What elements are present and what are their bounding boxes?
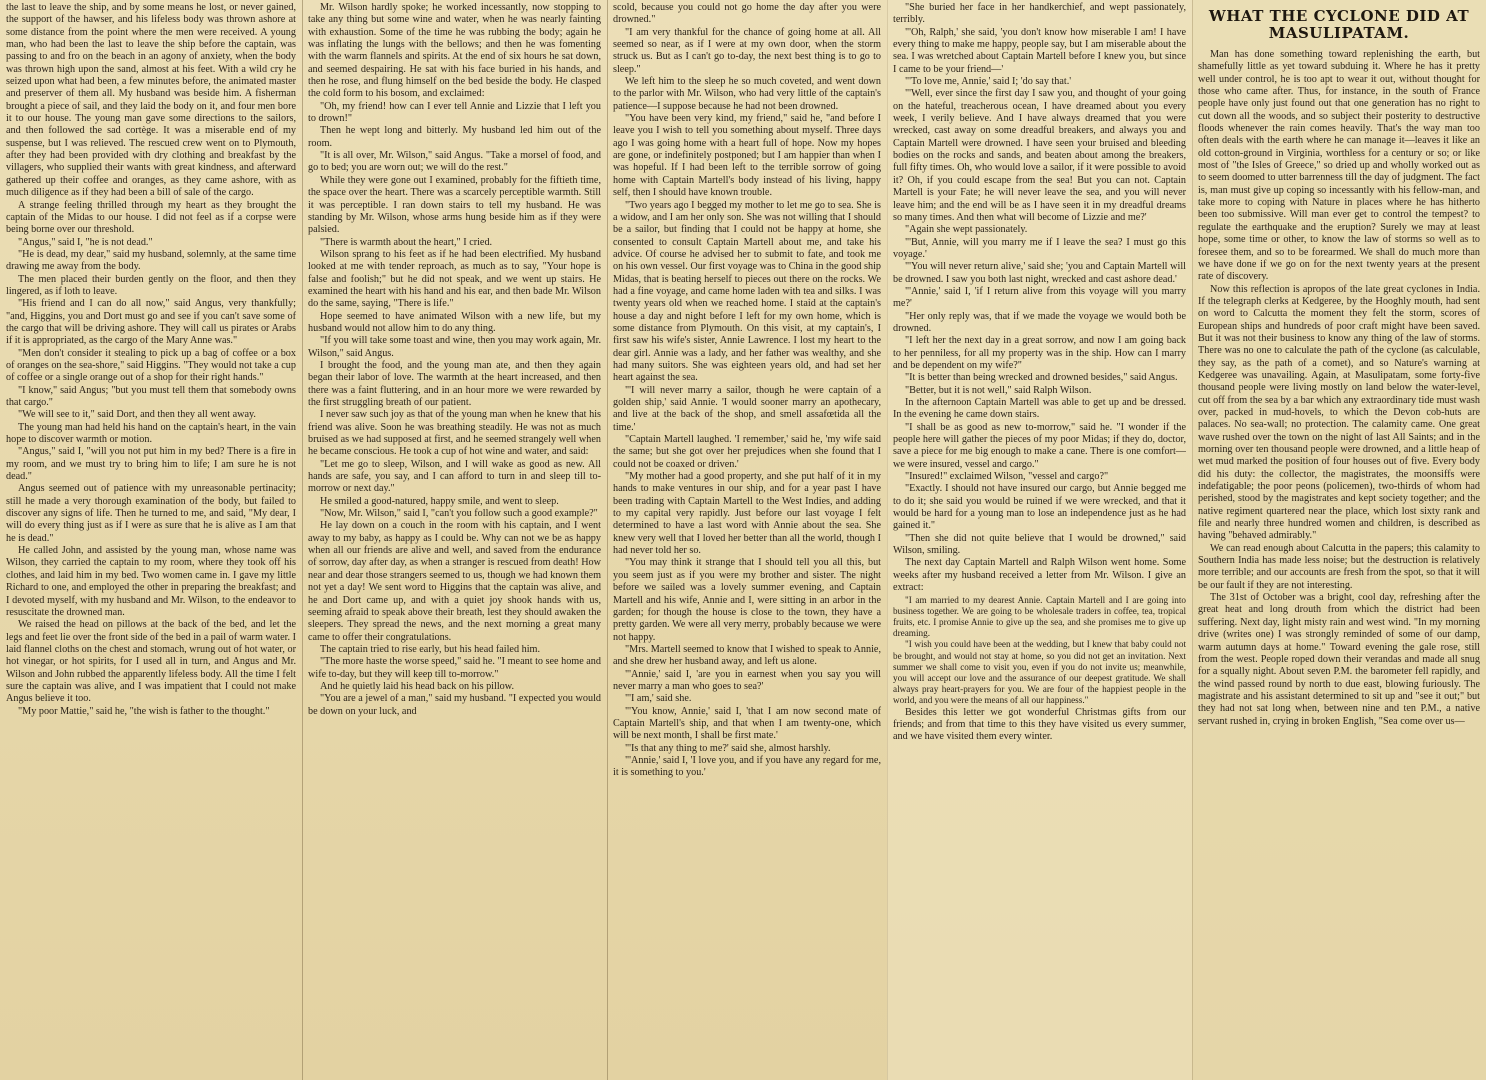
paragraph: "Oh, my friend! how can I ever tell Annie and Lizzie that I left you to drown!" (308, 100, 601, 125)
paragraph: "'You know, Annie,' said I, 'that I am now second mate of Captain Martell's ship, and that when I am twenty-one, which will be next month, I shall be first mate.' (613, 705, 881, 742)
paragraph: "Again she wept passionately. (905, 224, 1028, 236)
column-3 (607, 0, 887, 1080)
letter-paragraph: "I am married to my dearest Annie. Captain Martell and I are going into business together. We are going to be wholesale traders in coffee, tea, tropical fruits, etc. I promise Annie to give up the sea, and she promises me to give up dreaming. (893, 594, 1186, 639)
paragraph: The men placed their burden gently on the floor, and then they lingered, as if loth to leave. (6, 273, 296, 297)
paragraph: Wilson sprang to his feet as if he had been electrified. My husband looked at me with tender reproach, as much as to say, "Your hope is false and foolish;" but he did not speak, and we went up stairs. He examined the heart with his hand and his ear, and then bade Mr. Wilson do the same, saying, "There is life." (308, 248, 601, 310)
paragraph: "Exactly. I should not have insured our cargo, but Annie begged me to do it; she said you would be ruined if we were wrecked, and that it would be hard for a young man to lose an independence just as he had gained it." (893, 483, 1186, 532)
paragraph: "I left her the next day in a great sorrow, and now I am going back to her penniless, for all my property was in the ship. How can I marry and be dependent on my wife?" (893, 335, 1186, 371)
paragraph: "It is all over, Mr. Wilson," said Angus. "Take a morsel of food, and go to bed; you are worn out; we will do the rest." (308, 150, 601, 174)
paragraph: "You may think it strange that I should tell you all this, but you seem just as if you were my brother and sister. The night before we sailed was a lovely summer evening, and Captain Martell and his wife, Annie and I, were sitting in an arbor in the garden; for though the house is close to the town, they have a pretty garden. We were all very merry, probably because we were not happy. (613, 557, 881, 643)
paragraph: The captain tried to rise early, but his head failed him. (320, 643, 540, 655)
paragraph: We raised the head on pillows at the back of the bed, and let the legs and feet lie over the front side of the bed in a pail of warm water. I laid flannel cloths on the chest and stomach, wrung out of hot water, or hot vinegar, or hot spirits, for I used all in turn, and Angus and Mr. Wilson and John rubbed the apparently lifeless body. All the time I felt sure the captain was alive, and I was impatient that I could not make Angus believe it too. (6, 619, 296, 705)
paragraph: "'To love me, Annie,' said I; 'do say that.' (905, 76, 1072, 88)
paragraph: "He is dead, my dear," said my husband, solemnly, at the same time drawing me away from the body. (6, 248, 296, 273)
paragraph: "'Oh, Ralph,' she said, 'you don't know how miserable I am! I have every thing to make me happy, people say, but I am miserable about the sea. I was wretched about Captain Martell before I knew you, but since I came to be your friend—' (893, 26, 1186, 75)
paragraph: "Mrs. Martell seemed to know that I wished to speak to Annie, and she drew her husband away, and left us alone. (613, 643, 881, 668)
paragraph: I never saw such joy as that of the young man when he knew that his friend was alive. Soon he was breathing steadily. He was not as much bruised as we had supposed at first, and he seemed strangely well when he became conscious. He took a cup of hot wine and water, and said: (308, 409, 601, 458)
paragraph: "The more haste the worse speed," said he. "I meant to see home and wife to-day, but they will keep till to-morrow." (308, 656, 601, 680)
paragraph: "'Well, ever since the first day I saw you, and thought of your going on the hateful, treacherous ocean, I have dreamed about you every week, I verily believe. And I have always dreamed that you were wrecked, cast away on some dreadful breakers, and always you and Captain Martell were drowned. I have seen your bruised and bleeding bodies on the rocks and sands, and beaten about among the breakers, full fifty times. Oh, who would love a sailor, if it were possible to avoid it? Oh, if you could escape from the sea! But you can not. Captain Martell is your Fate; he will never leave the sea, and you will never leave him; and the end will be as I have seen it in my dreadful dreams so many times. And then what will become of Lizzie and me?' (893, 88, 1186, 223)
paragraph: "Then she did not quite believe that I would be drowned," said Wilson, smiling. (893, 532, 1186, 557)
paragraph: While they were gone out I examined, probably for the fiftieth time, the space over the heart. There was a scarcely perceptible warmth. Still it was perceptible. I ran down stairs to tell my husband. He was standing by Mr. Wilson, whose arms hung beside him as if they were palsied. (308, 174, 601, 236)
paragraph: "'Annie,' said I, 'I love you, and if you have any regard for me, it is something to you.' (613, 754, 881, 779)
paragraph: In the afternoon Captain Martell was able to get up and be dressed. In the evening he came down stairs. (893, 397, 1186, 421)
paragraph: The 31st of October was a bright, cool day, refreshing after the great heat and long drouth from which the district had been suffering. Next day, light misty rain and west wind. "In my morning drive (writes one) I was strongly reminded of some of our damp, warm autumn days at home." Toward evening the gale rose, still from the west. People roped down their verandas and made all snug for a squally night. About seven P.M. the barometer fell rapidly, and the wind passed round by north to due east, blowing furiously. The magistrate and his assistant determined to sit up and "see it out;" but they had not sat long when, between nine and ten P.M., a native servant rushed in, crying in broken English, "Sea come over us— (1198, 592, 1480, 727)
paragraph: "His friend and I can do all now," said Angus, very thankfully; "and, Higgins, you and Dort must go and see if you can't save some of the cargo that will be driving ashore. They will call us pirates or Arabs if it is appropriated, as the cargo of the Mary Anne was." (6, 298, 296, 347)
paragraph: "It is better than being wrecked and drowned besides," said Angus. (905, 372, 1178, 384)
paragraph: "I shall be as good as new to-morrow," said he. "I wonder if the people here will gather the pieces of my poor Midas; if they do, doctor, save a piece for me big enough to make a cane. There is one comfort—we were insured, vessel and cargo." (893, 421, 1186, 470)
paragraph: "Insured!" exclaimed Wilson, "vessel and cargo?" (905, 471, 1109, 483)
column-4 (887, 0, 1192, 1080)
paragraph: "Let me go to sleep, Wilson, and I will wake as good as new. All hands are safe, you say, and I can afford to turn in and sleep till to-morrow or next day." (308, 458, 601, 495)
paragraph: scold, because you could not go home the day after you were drowned." (613, 2, 881, 26)
paragraph: The young man had held his hand on the captain's heart, in the vain hope to discover warmth or motion. (6, 421, 296, 446)
paragraph: "She buried her face in her handkerchief, and wept passionately, terribly. (893, 2, 1186, 26)
paragraph: "'Annie,' said I, 'are you in earnest when you say you will never marry a man who goes to sea?' (613, 668, 881, 692)
paragraph: "'But, Annie, will you marry me if I leave the sea? I must go this voyage.' (893, 236, 1186, 260)
paragraph: "'I will never marry a sailor, though he were captain of a golden ship,' said Annie. 'I would sooner marry an apothecary, and live at the back of the shop, and smell assafœtida all the time.' (613, 384, 881, 433)
paragraph: He lay down on a couch in the room with his captain, and I went away to my baby, as happy as I could be. Why can not we be as happy when all our friends are alive and well, and saved from the endurance of sorrow, day after day, as when a stranger is rescued from death! How near and dear those strangers seemed to us, though we had known them not yet a day! We sent word to Higgins that the captain was alive, and he and Dort came up, and with a quiet joy shook hands with us, seeming afraid to speak above their breath, lest they should awaken the sleepers. They spread the news, and the next morning a great many came to offer their congratulations. (308, 520, 601, 643)
paragraph: "I know," said Angus; "but you must tell them that somebody owns that cargo." (6, 384, 296, 408)
paragraph: He called John, and assisted by the young man, whose name was Wilson, they carried the captain to my room, where they took off his clothes, and laid him in my bed. Two women came in. I gave my little Richard to one, and employed the other in preparing the breakfast; and I devoted myself, with my husband and Mr. Wilson, to the endeavor to resuscitate the drowned man. (6, 545, 296, 618)
paragraph: Angus seemed out of patience with my unreasonable pertinacity; still he made a very thorough examination of the body, but failed to discover any signs of life. Then he turned to me, and said, "My dear, I will do every thing just as if I were as sure that he is alive as I am that he is dead." (6, 483, 296, 544)
paragraph: "'Annie,' said I, 'if I return alive from this voyage will you marry me?' (893, 285, 1186, 310)
paragraph: Hope seemed to have animated Wilson with a new life, but my husband would not allow him to do any thing. (308, 310, 601, 334)
column-2 (302, 0, 607, 1080)
paragraph: "You have been very kind, my friend," said he, "and before I leave you I wish to tell you something about myself. Three days ago I was going home with a heart full of hope. Now my hopes are gone, or indefinitely postponed; but I am happier than when I was hopeful. If I had been left to the terrible sorrow of going home with Captain Martell's body instead of his living, happy self, then I should have known trouble. (613, 113, 881, 199)
paragraph: We left him to the sleep he so much coveted, and went down to the parlor with Mr. Wilson, who had very little of the captain's patience—I suppose because he had not been drowned. (613, 76, 881, 112)
column-1 (0, 0, 302, 1080)
paragraph: A strange feeling thrilled through my heart as they brought the captain of the Midas to our house. I did not feel as if a corpse were being borne over our threshold. (6, 199, 296, 236)
paragraph: Man has done something toward replenishing the earth, but shamefully little as yet toward subduing it. Where he has it pretty well under control, he is too apt to wear it out, without thought for those who came after. Thus, for instance, in the south of France people have only just found out that one generation has no right to cut down all the woods, and so subject their posterity to destructive floods whenever the rain comes heavily. That's the way man too often deals with the earth where he can manage it—leaves it like an old cotton-ground in Virginia, worthless for a century or so; or like most of "the Isles of Greece," so dried up and wholly worked out as to seem doomed to utter barrenness till the day of judgment. The fact is, man must give up coping so incessantly with his fellow-man, and take more to coping with Nature in places where he has hitherto been too submissive. Will man ever get to control the tempest? to regulate the earthquake and the eruption? Surely we may at least hope, some time or other, to know the law of storms so well as to foresee them, and so to be forearmed. We shall do much more than we have done if we go on for the next twenty years at the present rate of discovery. (1198, 49, 1480, 283)
paragraph: "My poor Mattie," said he, "the wish is father to the thought." (18, 705, 270, 717)
paragraph: I brought the food, and the young man ate, and then they again began their labor of love. The warmth at the heart increased, and then there was a faint fluttering, and in an hour more we were rewarded by the first struggling breath of our patient. (308, 359, 601, 408)
paragraph: "'You will never return alive,' said she; 'you and Captain Martell will be drowned. I saw you both last night, wrecked and cast ashore dead.' (893, 261, 1186, 285)
paragraph: He smiled a good-natured, happy smile, and went to sleep. (320, 495, 559, 507)
paragraph: "I am very thankful for the chance of going home at all. All seemed so near, as if I were at my own door, when the storm struck us. But as I can't go to-day, the next best thing is to go to sleep." (613, 26, 881, 75)
paragraph: "There is warmth about the heart," I cried. (320, 236, 493, 248)
paragraph: "'Is that any thing to me?' said she, almost harshly. (625, 742, 831, 754)
paragraph: "Now, Mr. Wilson," said I, "can't you follow such a good example?" (320, 508, 598, 520)
paragraph: "If you will take some toast and wine, then you may work again, Mr. Wilson," said Angus. (308, 335, 601, 359)
article-headline: WHAT THE CYCLONE DID AT MASULIPATAM. (1208, 7, 1470, 42)
paragraph: And he quietly laid his head back on his pillow. (320, 680, 514, 692)
paragraph: "We will see to it," said Dort, and then they all went away. (18, 409, 256, 421)
paragraph: "Her only reply was, that if we made the voyage we would both be drowned. (893, 310, 1186, 334)
paragraph: the last to leave the ship, and by some means he lost, or never gained, the support of the hawser, and his lifeless body was thrown ashore at some distance from the point where the men were received. A young man, who had been the last to leave the ship before the captain, was passing to and fro on the beach in an agony of anxiety, when the body was thrown high upon the sand, almost at his feet. With a wild cry he seized upon what had been, a few minutes before, the animated master and preserver of them all. My husband was beside him. A fisherman brought a piece of sail, and they laid the body on it, and four men bore it to our house. The young man gave some directions to the sailors, and then followed the sad cortège. It was a miserable end of my suspense, but I was relieved. The rescued crew went on to Plymouth, after they had been provided with dry clothing and breakfast by the villagers, who supplied their wants with great kindness, and afterward gathered up their coffee and oranges, as they came ashore, with as much diligence as if they had been a bill of sale of the cargo. (6, 2, 296, 199)
paragraph: Then he wept long and bitterly. My husband led him out of the room. (308, 125, 601, 149)
paragraph: "Men don't consider it stealing to pick up a bag of coffee or a box of oranges on the sea-shore," said Higgins. "They would not take a cup of coffee or a single orange out of a shop for their right hands." (6, 347, 296, 384)
paragraph: Besides this letter we got wonderful Christmas gifts from our friends; and from that time to this they have visited us every summer, and we have visited them every winter. (893, 706, 1186, 743)
paragraph: "You are a jewel of a man," said my husband. "I expected you would be down on your luck, and (308, 693, 601, 717)
paragraph: We can read enough about Calcutta in the papers; this calamity to Southern India has made less noise; but the destruction is relatively more terrible; and our accounts are fresh from the spot, so that it will be our fault if they are not interesting. (1198, 542, 1480, 591)
paragraph: "'I am,' said she. (625, 693, 692, 705)
paragraph: "Better, but it is not well," said Ralph Wilson. (905, 384, 1092, 396)
letter-paragraph: "I wish you could have been at the wedding, but I knew that baby could not be brought, and would not stay at home, so you did not get an invitation. Next summer we shall come to visit you, even if you do not invite us; meanwhile, you will accept our love and the assurance of our deepest gratitude. We shall always pray heart-prayers for you. We are four of the happiest people in the world, and you were the means of all our happiness." (893, 639, 1186, 706)
paragraph: "Angus," said I, "he is not dead." (18, 236, 153, 248)
paragraph: "Captain Martell laughed. 'I remember,' said he, 'my wife said the same; but she got over her prejudices when she found that I could not be coaxed or driven.' (613, 434, 881, 470)
paragraph: The next day Captain Martell and Ralph Wilson went home. Some weeks after my husband received a letter from Mr. Wilson. I give an extract: (893, 557, 1186, 594)
paragraph: "Angus," said I, "will you not put him in my bed? There is a fire in my room, and we must try to bring him to life; I am sure he is not dead." (6, 446, 296, 483)
paragraph: "Two years ago I begged my mother to let me go to sea. She is a widow, and I am her only son. She was not willing that I should be a sailor, but finding that I could not be happy at home, she consented to consult Captain Martell about me, and take his advice. Of course he advised her to submit to fate, and took me on his own vessel. Our first voyage was to China in the good ship Midas, that is beating herself to pieces out there on the rocks. We had a fine voyage, and came home laden with tea and silks. I was twenty years old when we reached home. I staid at the captain's house a day and night before I left for my own home, which is some distance from Plymouth. On this visit, at my captain's, I first saw his wife's sister, Annie Lawrence. I lost my heart to the dear girl. Annie was a lady, and her father was wealthy, and she had many suitors. She was eighteen years old, and had set her heart against the sea. (613, 199, 881, 384)
paragraph: Now this reflection is apropos of the late great cyclones in India. If the telegraph clerks at Kedgeree, by the Hooghly mouth, had sent on word to Calcutta the moment they felt the storm, scores of European ships and hundreds of poor craft might have been saved. But it was not their business to know any thing of the law of storms. There was no one to calculate the path of the cyclone (as calculable, they say, as the path of a comet), and so Nature's warning at Kedgeree was unavailing. Again, at Masulipatam, some forty-five thousand people were living mostly on land below the water-level, cut off from the sea by a bar which any extraordinary tide must wash over, packed in mud-hovels, to which the Devon cob-huts are palaces. No sea-wall; no protection. The calamity came. One great wave rushed over the town on the night of last All Saints; and in the morning over ten thousand people were drowned, and a little heap of wet mud marked the position of four houses out of five. Every body did his duty: the collector, the magistrates, the moonsiffs were indefatigable; the poor peons (policemen), two-thirds of whom had perished, stood by the magistrates and kept society together; and the native regiment quartered near the place, which lost sixty rank and file and nearly three hundred women and children, is described as having "behaved admirably." (1198, 283, 1480, 542)
paragraph: Mr. Wilson hardly spoke; he worked incessantly, now stopping to take any thing but some wine and water, when he was nearly fainting with exhaustion. Some of the time he was rubbing the body; again he was inflating the lungs with the bellows; and then he was fomenting with the warm flannels and spirits. At the end of six hours he sat down, and seemed despairing. He sat with his face buried in his hands, and then he rose, and flung himself on the bed beside the body. He clasped the cold form to his bosom, and exclaimed: (308, 2, 601, 100)
paragraph: "My mother had a good property, and she put half of it in my hands to make ventures in our ship, and for a year past I have been trading with Captain Martell to the West Indies, and adding to my capital very rapidly. Just before our last voyage I felt determined to have a last word with Annie about the sea. She knew very well that I loved her better than all the world, though I had never told her so. (613, 471, 881, 557)
column-5 (1192, 0, 1486, 1080)
